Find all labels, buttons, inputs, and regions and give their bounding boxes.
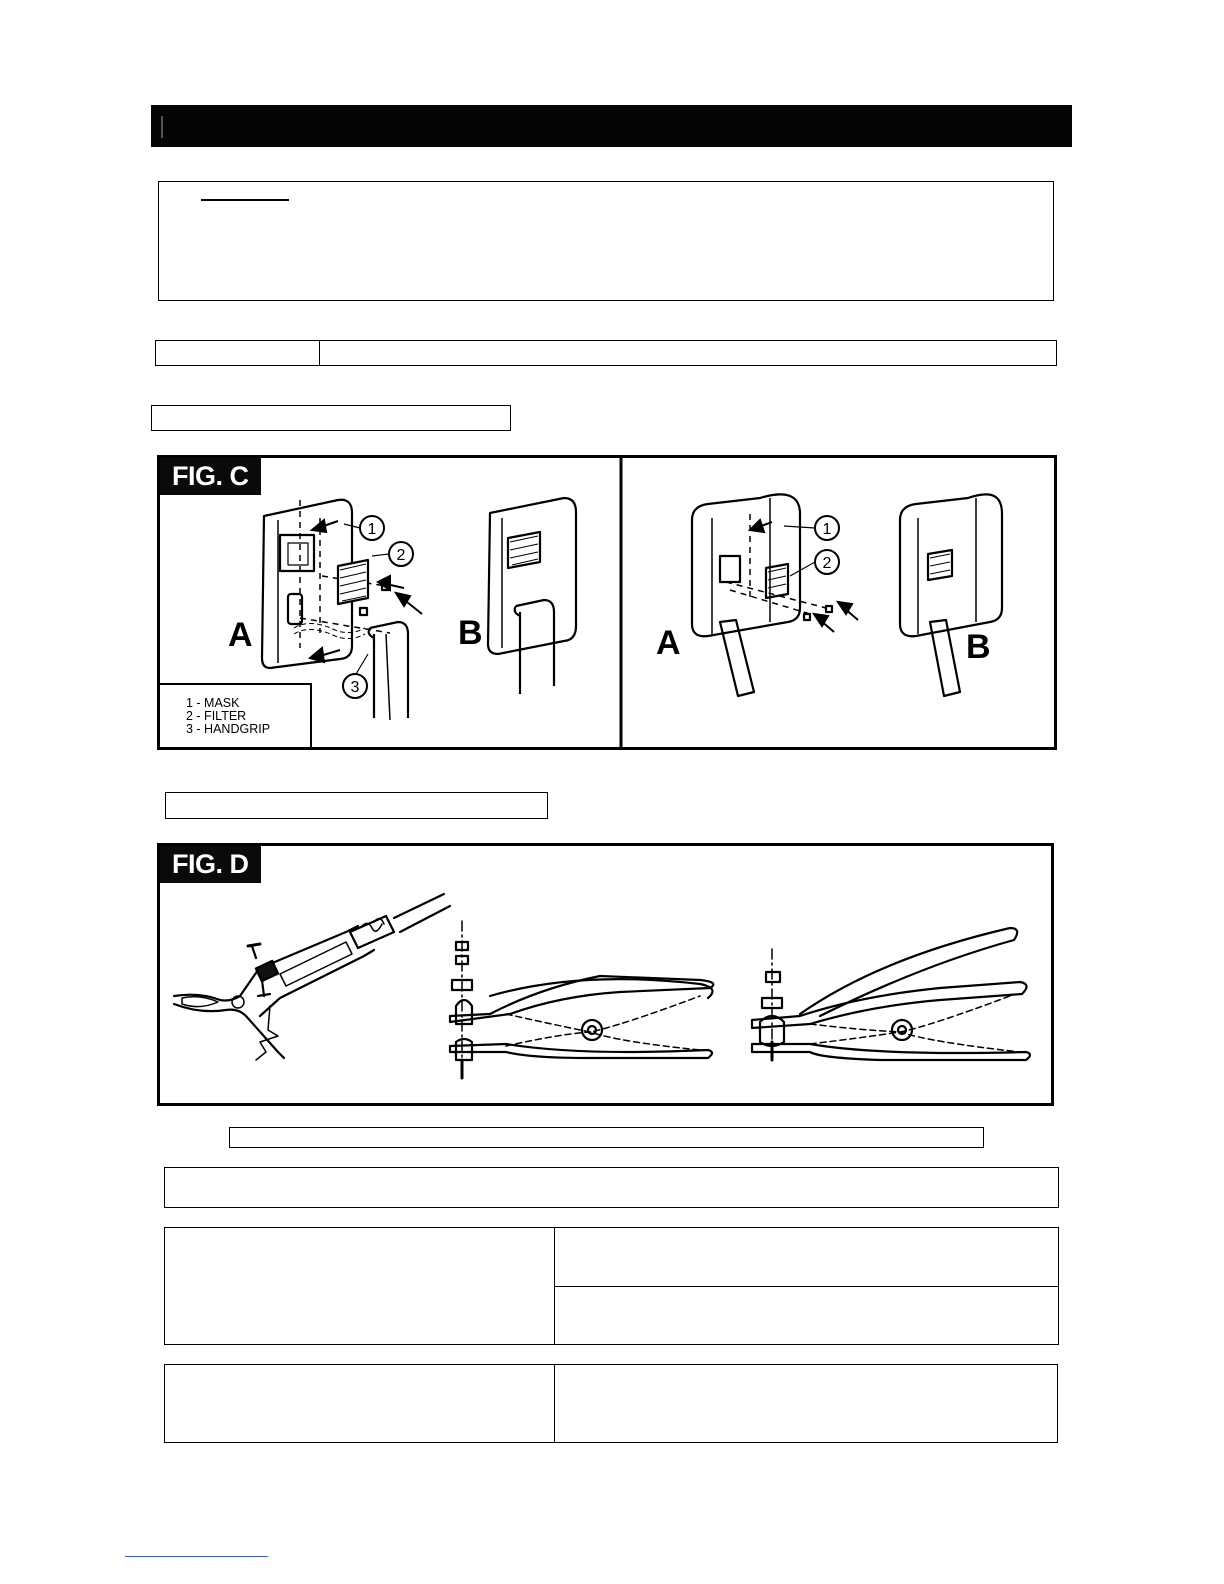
- figure-c-label: FIG. C: [160, 458, 261, 495]
- callout-c-2: 2: [396, 547, 406, 564]
- fig-c-caption-box: [151, 405, 511, 431]
- fig-c-right-letter-b: B: [966, 628, 991, 666]
- figure-d-illustration: [160, 846, 1051, 1103]
- header-bar-tick: [161, 116, 163, 138]
- spec-table-2-divider-v: [554, 1365, 555, 1442]
- legend-item-handgrip: 3 - HANDGRIP: [186, 722, 271, 736]
- callout-c-3: 3: [350, 679, 360, 696]
- wide-text-box: [164, 1167, 1059, 1208]
- note-box: [158, 181, 1054, 301]
- note-heading-underline: [201, 199, 289, 201]
- fig-d-bottom-caption-box: [229, 1127, 984, 1148]
- footer-link-underline[interactable]: [125, 1556, 268, 1557]
- fig-c-letter-a: A: [228, 616, 253, 654]
- figure-c: [157, 455, 1057, 750]
- fig-c-letter-b: B: [458, 614, 483, 652]
- spec-table-1: [164, 1227, 1059, 1345]
- info-row-divider: [319, 341, 320, 365]
- callout-c-1: 1: [367, 521, 377, 538]
- figure-d-label: FIG. D: [160, 846, 261, 883]
- section-header-bar: [151, 105, 1072, 147]
- legend-item-mask: 1 - MASK: [186, 696, 240, 710]
- spec-table-1-divider-h: [554, 1286, 1058, 1287]
- legend-item-filter: 2 - FILTER: [186, 709, 247, 723]
- info-row: [155, 340, 1057, 366]
- figure-c-legend: [160, 683, 312, 747]
- callout-c-right-1: 1: [822, 521, 832, 538]
- spec-table-2: [164, 1364, 1058, 1443]
- callout-c-right-2: 2: [822, 555, 832, 572]
- figure-d: [157, 843, 1054, 1106]
- fig-d-caption-box: [165, 792, 548, 819]
- fig-c-right-letter-a: A: [656, 624, 681, 662]
